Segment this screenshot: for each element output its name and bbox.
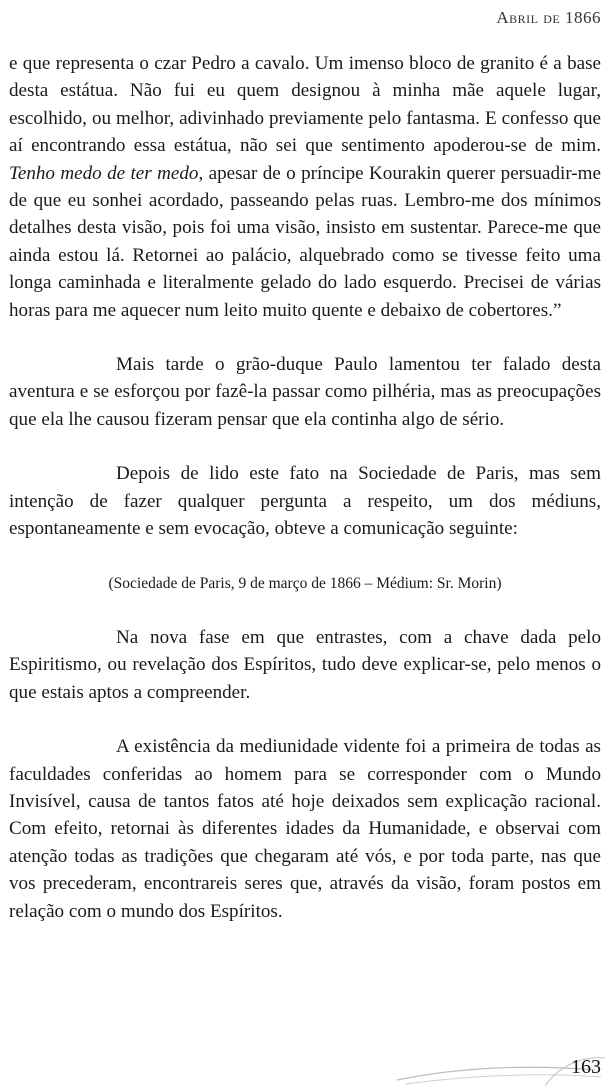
running-head: Abril de 1866 xyxy=(496,8,601,27)
paragraph-text: , apesar de o príncipe Kourakin querer persuadir-me de que eu sonhei acordado, passeando pelas ruas. Lembro-me dos mínimos detalhes desta visão, pois foi uma visão, insisto em sustentar. Parece-me que ainda estou lá. Retornei ao palácio, alquebrado como se tivesse feito uma longa caminhada e literalmente gelado do lado esquerdo. Precisei de várias horas para me aquecer num leito muito quente e debaixo de cobertores.” xyxy=(9,162,601,321)
paragraph: A existência da mediunidade vidente foi a primeira de todas as faculdades conferidas ao homem para se corresponder com o Mundo Invisível, causa de tantos fatos até hoje deixados sem explicação racional. Com efeito, retornai às diferentes idades da Humanidade, e observai com atenção todas as tradições que chegaram até vós, e por toda parte, nas que vos precederam, encontrareis seres que, através da visão, foram postos em relação com o mundo dos Espíritos. xyxy=(9,736,601,922)
paragraph-text: e que representa o czar Pedro a cavalo. Um imenso bloco de granito é a base desta estátua. Não fui eu quem designou à minha mãe aquele lugar, escolhido, ou melhor, adivinhado previamente pelo fantasma. E confesso que aí encontrando essa estátua, não sei que sentimento apoderou-se de mim. xyxy=(9,53,601,157)
page-body xyxy=(9,50,601,925)
citation-line: (Sociedade de Paris, 9 de março de 1866 – Médium: Sr. Morin) xyxy=(108,574,502,592)
paragraph: Mais tarde o grão-duque Paulo lamentou ter falado desta aventura e se esforçou por fazê-la passar como pilhéria, mas as preocupações que ela lhe causou fizeram pensar que ela continha algo de sério. xyxy=(9,354,601,430)
italic-quote: Tenho medo de ter medo xyxy=(9,162,199,184)
page-number: 163 xyxy=(571,1056,601,1078)
paragraph: Depois de lido este fato na Sociedade de Paris, mas sem intenção de fazer qualquer pergunta a respeito, um dos médiuns, espontaneamente e sem evocação, obteve a comunicação seguinte: xyxy=(9,463,601,540)
paragraph-continuation xyxy=(9,50,601,324)
paragraph: Na nova fase em que entrastes, com a chave dada pelo Espiritismo, ou revelação dos Espíritos, tudo deve explicar-se, pelo menos o que estais aptos a compreender. xyxy=(9,626,601,703)
